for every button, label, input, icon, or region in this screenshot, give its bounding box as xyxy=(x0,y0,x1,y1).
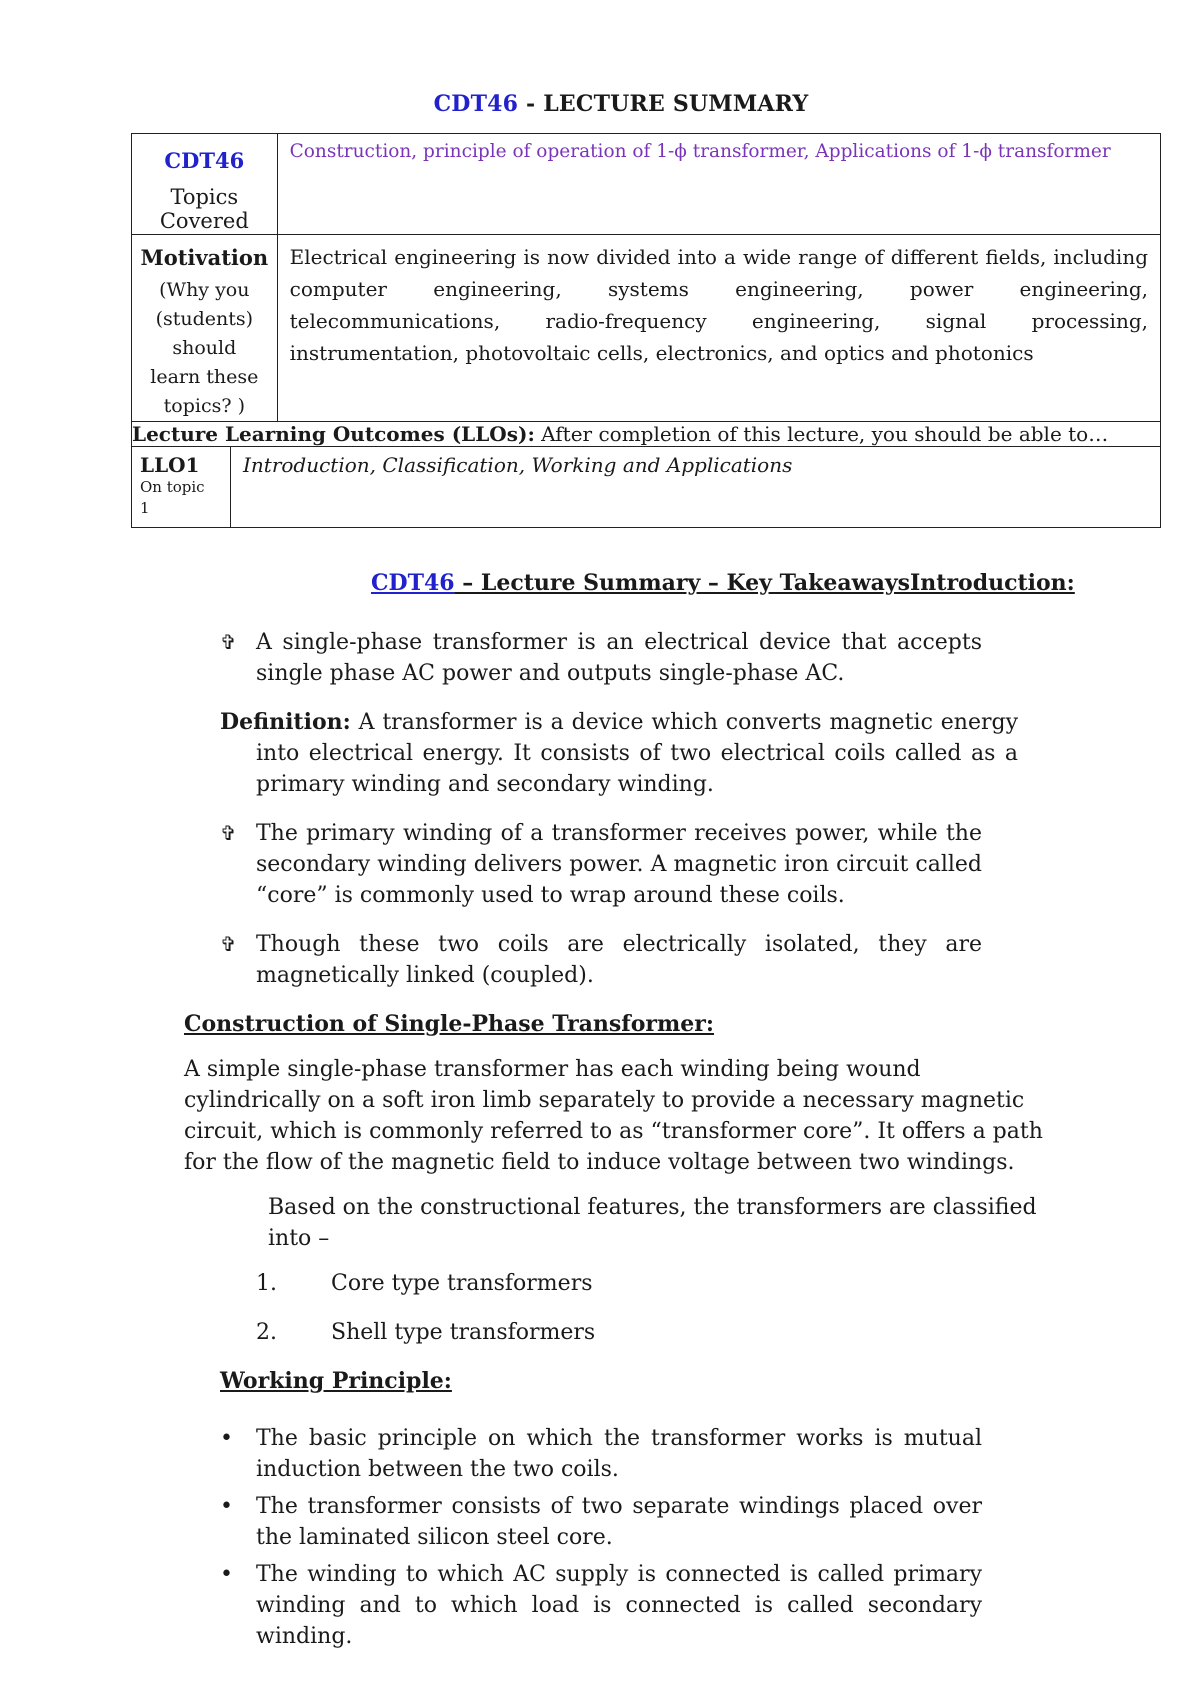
motivation-why-line-3: learn these topics? ) xyxy=(150,366,259,417)
working-bullet-text: The transformer consists of two separate windings placed over the laminated silicon steel core. xyxy=(256,1494,982,1550)
cross-bullet-icon: ✞ xyxy=(220,630,237,654)
construction-heading: Construction of Single-Phase Transformer: xyxy=(184,1011,715,1037)
working-bullet-text: The winding to which AC supply is connected is called primary winding and to which load is connected is called secondary winding. xyxy=(256,1562,982,1649)
key-takeaways-title: – Lecture Summary – Key TakeawaysIntroduction: xyxy=(454,570,1075,596)
transformer-type-text: Shell type transformers xyxy=(331,1320,596,1345)
lecture-summary-table xyxy=(131,133,1161,528)
cross-bullet-text: The primary winding of a transformer receives power, while the secondary winding delivers power. A magnetic iron circuit called “core” is commonly used to wrap around these coils. xyxy=(256,821,982,908)
transformer-type-item xyxy=(256,1317,1200,1348)
cross-bullet-icon: ✞ xyxy=(220,932,237,956)
cross-bullet-item xyxy=(220,818,982,911)
motivation-why-line-1: (Why you xyxy=(159,279,250,301)
llo1-label-cell xyxy=(132,447,231,528)
topics-label-cell xyxy=(132,134,278,235)
title-text: - LECTURE SUMMARY xyxy=(518,91,809,117)
llo1-content: Introduction, Classification, Working and Applications xyxy=(231,447,1161,528)
llo-header-label: Lecture Learning Outcomes (LLOs): xyxy=(132,422,535,446)
key-takeaways-heading xyxy=(371,568,1200,599)
motivation-label-cell xyxy=(132,235,278,422)
definition-label: Definition: xyxy=(220,709,351,735)
transformer-type-item xyxy=(256,1268,1200,1299)
lecture-body xyxy=(0,568,1200,1658)
llo1-row xyxy=(132,447,1161,528)
intro-bullet xyxy=(220,627,982,689)
cross-bullet-item xyxy=(220,929,982,991)
intro-bullet-text: A single-phase transformer is an electrical device that accepts single phase AC power and outputs single-phase AC. xyxy=(256,630,982,686)
llo-header-row xyxy=(132,422,1161,447)
llo-header-text: After completion of this lecture, you should be able to… xyxy=(534,422,1109,446)
working-bullet-item xyxy=(220,1491,982,1553)
llo1-code: LLO1 xyxy=(140,453,200,477)
working-bullet-text: The basic principle on which the transformer works is mutual induction between the two coils. xyxy=(256,1426,982,1482)
llo1-topic-line-2: 1 xyxy=(140,499,150,517)
key-takeaways-code: CDT46 xyxy=(371,570,455,596)
classification-intro: Based on the constructional features, the transformers are classified into – xyxy=(268,1195,1037,1251)
motivation-why-line-2: (students) should xyxy=(155,308,254,359)
working-bullet-item xyxy=(220,1423,982,1485)
page-title xyxy=(0,91,1200,117)
transformer-type-number: 2. xyxy=(256,1320,277,1345)
llo1-topic-line-1: On topic xyxy=(140,478,205,496)
topics-label: Topics Covered xyxy=(159,185,249,233)
definition-paragraph xyxy=(220,707,1018,800)
topics-row xyxy=(132,134,1161,235)
transformer-type-number: 1. xyxy=(256,1271,277,1296)
motivation-label: Motivation xyxy=(140,245,269,270)
motivation-content: Electrical engineering is now divided into a wide range of different fields, including computer engineering, systems engineering, power engineering, telecommunications, radio-frequency engineering, signal processing, instrumentation, photovoltaic cells, electronics, and optics and photonics xyxy=(277,235,1160,422)
working-principle-heading: Working Principle: xyxy=(220,1368,452,1394)
bullet-dot-icon: • xyxy=(220,1562,233,1587)
topics-code: CDT46 xyxy=(164,148,245,173)
cross-bullet-icon: ✞ xyxy=(220,821,237,845)
construction-paragraph: A simple single-phase transformer has each winding being wound cylindrically on a soft iron limb separately to provide a necessary magnetic circuit, which is commonly referred to as “transformer core”. It offers a path for the flow of the magnetic field to induce voltage between two windings. xyxy=(184,1057,1043,1175)
llo-header-cell xyxy=(132,422,1161,447)
topics-content: Construction, principle of operation of 1-ϕ transformer, Applications of 1-ϕ transformer xyxy=(277,134,1160,235)
motivation-row xyxy=(132,235,1161,422)
working-bullet-item xyxy=(220,1559,982,1652)
title-code: CDT46 xyxy=(433,91,519,117)
definition-text: A transformer is a device which converts magnetic energy into electrical energy. It consists of two electrical coils called as a primary winding and secondary winding. xyxy=(256,710,1018,797)
transformer-type-text: Core type transformers xyxy=(331,1271,593,1296)
cross-bullet-text: Though these two coils are electrically isolated, they are magnetically linked (coupled). xyxy=(256,932,982,988)
bullet-dot-icon: • xyxy=(220,1494,233,1519)
bullet-dot-icon: • xyxy=(220,1426,233,1451)
